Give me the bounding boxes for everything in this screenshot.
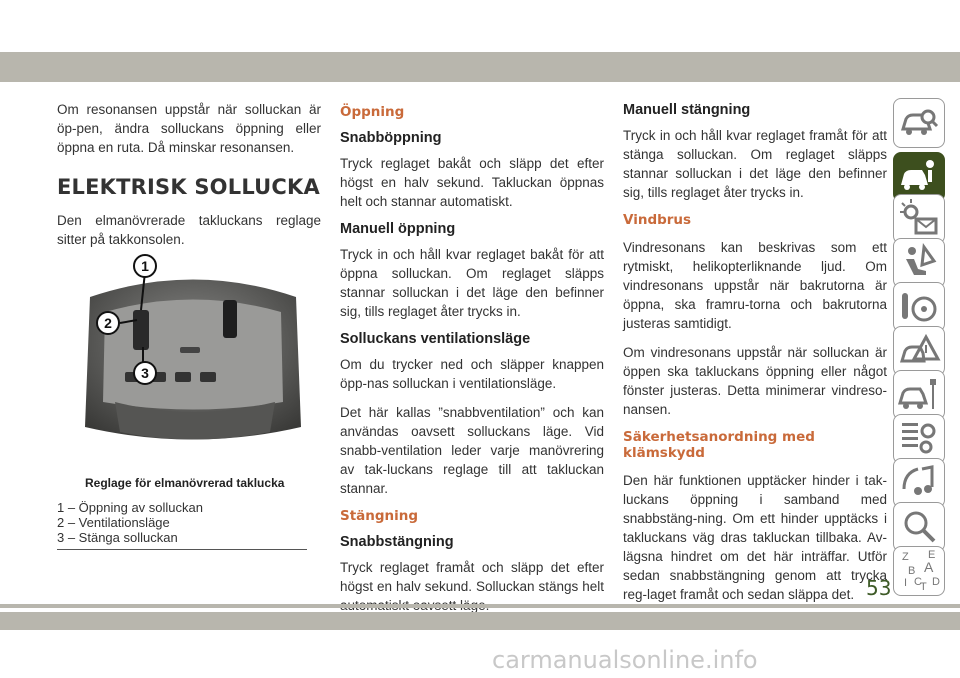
page-number: 53 — [866, 576, 892, 600]
list-gears-icon[interactable] — [893, 414, 945, 464]
index-letter: B — [908, 565, 916, 577]
heading-closing: Stängning — [340, 508, 419, 524]
index-letter: Z — [902, 551, 909, 563]
intro-paragraph: Om resonansen uppstår när solluckan är öp-pen, ändra solluckans öppning eller öppna en ruta. Då minskar resonansen. — [57, 102, 321, 155]
subheading-vent: Solluckans ventilationsläge — [340, 331, 531, 347]
subheading-manual-close: Manuell stängning — [623, 102, 751, 118]
warning-lights-icon[interactable] — [893, 194, 945, 244]
paragraph-vent-2: Det här kallas ”snabbventilation” och kan användas oavsett solluckans läge. Vid snabb-ventilation leder varje manövrering av tak-luckans reglage till att takluckan stannar. — [340, 405, 604, 496]
column-2 — [340, 100, 604, 625]
steering-starter-icon[interactable] — [893, 282, 945, 332]
footer-divider — [0, 604, 960, 608]
search-icon[interactable] — [893, 502, 945, 552]
car-magnifier-icon[interactable] — [893, 98, 945, 148]
index-letter: A — [924, 559, 934, 575]
index-letter: D — [932, 576, 940, 588]
section-title: ELEKTRISK SOLLUCKA — [57, 175, 320, 199]
paragraph-manual-open: Tryck in och håll kvar reglaget bakåt för att öppna solluckan. Om reglaget släpps stannar solluckan i det läge den befinner sig, tills reglaget åter trycks in. — [340, 247, 604, 319]
paragraph-express-close: Tryck reglaget framåt och släpp det efter högst en halv sekund. Solluckan stängs helt — [340, 560, 604, 594]
music-icon[interactable] — [893, 458, 945, 508]
heading-pinch-protection: Säkerhetsanordning med klämskydd — [623, 429, 815, 461]
legend-divider — [57, 549, 307, 550]
callout-3 — [134, 362, 156, 384]
header-divider — [0, 82, 960, 85]
paragraph-wind-1: Vindresonans kan beskrivas som ett rytmiskt, helikopterliknande ljud. Om vindresonans uppstår när bakrutorna är öppna, ska framru-torna och bakrutorna justeras samtidigt. — [623, 240, 887, 331]
legend-item: 2 – Ventilationsläge — [57, 515, 170, 530]
subheading-manual-open: Manuell öppning — [340, 221, 456, 237]
column-1 — [57, 100, 321, 259]
legend-item: 3 – Stänga solluckan — [57, 530, 178, 545]
header-blank — [0, 0, 960, 52]
callout-2-label: 2 — [104, 315, 112, 331]
legend-item: 1 – Öppning av solluckan — [57, 500, 203, 515]
car-wrench-icon[interactable] — [893, 370, 945, 420]
paragraph-express-open: Tryck reglaget bakåt och släpp det efter högst en halv sekund. Takluckan öppnas helt och stannar automatiskt. — [340, 156, 604, 209]
paragraph-vent-1: Om du trycker ned och släpper knappen öpp-nas solluckan i ventilationsläge. — [340, 357, 604, 391]
index-letter: T — [920, 581, 927, 593]
figure-caption: Reglage för elmanövrerad taklucka — [85, 476, 285, 490]
paragraph-pinch-protection: Den här funktionen upptäcker hinder i tak-luckans öppning i samband med snabbstäng-ning. Om ett hinder upptäcks i takluckans väg dras takluckan tillbaka. Av-lägsna hindret om det här inträffar. Utför sedan snabbstängning genom att trycka reg-laget framåt och sedan släppa det. — [623, 473, 887, 602]
header-band — [0, 52, 960, 82]
subheading-express-close: Snabbstängning — [340, 534, 454, 550]
figure-legend — [57, 500, 203, 545]
paragraph-wind-2: Om vindresonans uppstår när solluckan är öppen ska takluckans öppning eller något fönster justeras. Detta minimerar vindreso-nansen. — [623, 345, 887, 417]
callout-3-label: 3 — [141, 365, 149, 381]
index-letter: I — [904, 577, 908, 589]
column-3 — [623, 100, 887, 614]
heading-wind: Vindbrus — [623, 212, 692, 228]
sunroof-controls-photo — [75, 252, 311, 462]
index-letter: E — [928, 549, 936, 561]
paragraph-manual-close: Tryck in och håll kvar reglaget framåt för att stänga solluckan. Om reglaget släpps stannar solluckan i det läge den befinner sig, tills reglaget åter trycks in. — [623, 128, 887, 200]
heading-opening: Öppning — [340, 104, 405, 120]
callout-2 — [97, 312, 119, 334]
watermark: carmanualsonline.info — [492, 646, 758, 674]
roadside-warning-icon[interactable] — [893, 326, 945, 376]
callout-1-label: 1 — [141, 258, 149, 274]
description-paragraph: Den elmanövrerade takluckans reglage sitter på takkonsolen. — [57, 213, 321, 247]
subheading-express-open: Snabböppning — [340, 130, 442, 146]
footer-band — [0, 612, 960, 630]
index-letter: C — [914, 576, 922, 588]
index-letters-icon[interactable] — [893, 546, 945, 596]
callout-1 — [134, 255, 156, 277]
seat-airbag-icon[interactable] — [893, 238, 945, 288]
